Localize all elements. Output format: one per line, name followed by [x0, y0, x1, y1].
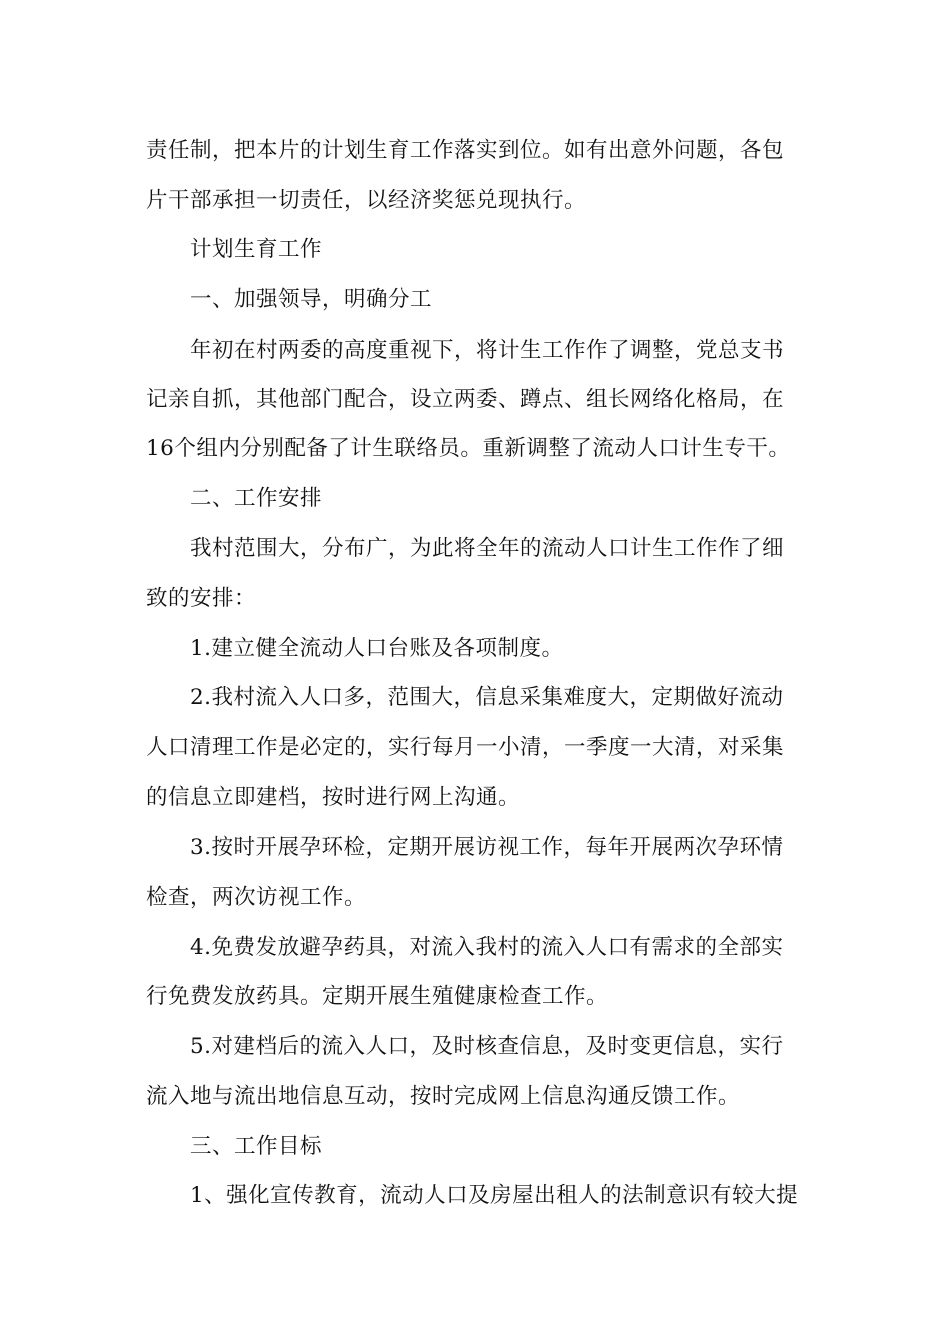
paragraph-line: 的信息立即建档，按时进行网上沟通。: [146, 785, 521, 810]
paragraph-line: 流入地与流出地信息互动，按时完成网上信息沟通反馈工作。: [146, 1084, 741, 1109]
section-heading: 一、加强领导，明确分工: [190, 287, 433, 312]
list-item: 5.对建档后的流入人口，及时核查信息，及时变更信息，实行: [190, 1034, 784, 1059]
section-heading: 三、工作目标: [190, 1134, 323, 1159]
paragraph-line: 16个组内分别配备了计生联络员。重新调整了流动人口计生专干。: [146, 436, 791, 461]
paragraph-line: 责任制，把本片的计划生育工作落实到位。如有出意外问题，各包: [146, 138, 785, 163]
paragraph-line: 致的安排：: [146, 586, 257, 611]
paragraph-line: 年初在村两委的高度重视下，将计生工作作了调整，党总支书: [190, 338, 785, 363]
list-item: 1、强化宣传教育，流动人口及房屋出租人的法制意识有较大提: [190, 1183, 799, 1208]
paragraph-line: 片干部承担一切责任，以经济奖惩兑现执行。: [146, 188, 587, 213]
list-item: 1.建立健全流动人口台账及各项制度。: [190, 636, 564, 661]
section-heading: 计划生育工作: [190, 237, 323, 262]
section-heading: 二、工作安排: [190, 486, 323, 511]
paragraph-line: 检查，两次访视工作。: [146, 885, 367, 910]
paragraph-line: 行免费发放药具。定期开展生殖健康检查工作。: [146, 984, 609, 1009]
list-item: 2.我村流入人口多，范围大，信息采集难度大，定期做好流动: [190, 685, 784, 710]
paragraph-line: 记亲自抓，其他部门配合，设立两委、蹲点、组长网络化格局，在: [146, 387, 785, 412]
list-item: 3.按时开展孕环检，定期开展访视工作，每年开展两次孕环情: [190, 835, 784, 860]
paragraph-line: 人口清理工作是必定的，实行每月一小清，一季度一大清，对采集: [146, 735, 785, 760]
paragraph-line: 我村范围大，分布广，为此将全年的流动人口计生工作作了细: [190, 536, 785, 561]
list-item: 4.免费发放避孕药具，对流入我村的流入人口有需求的全部实: [190, 935, 784, 960]
